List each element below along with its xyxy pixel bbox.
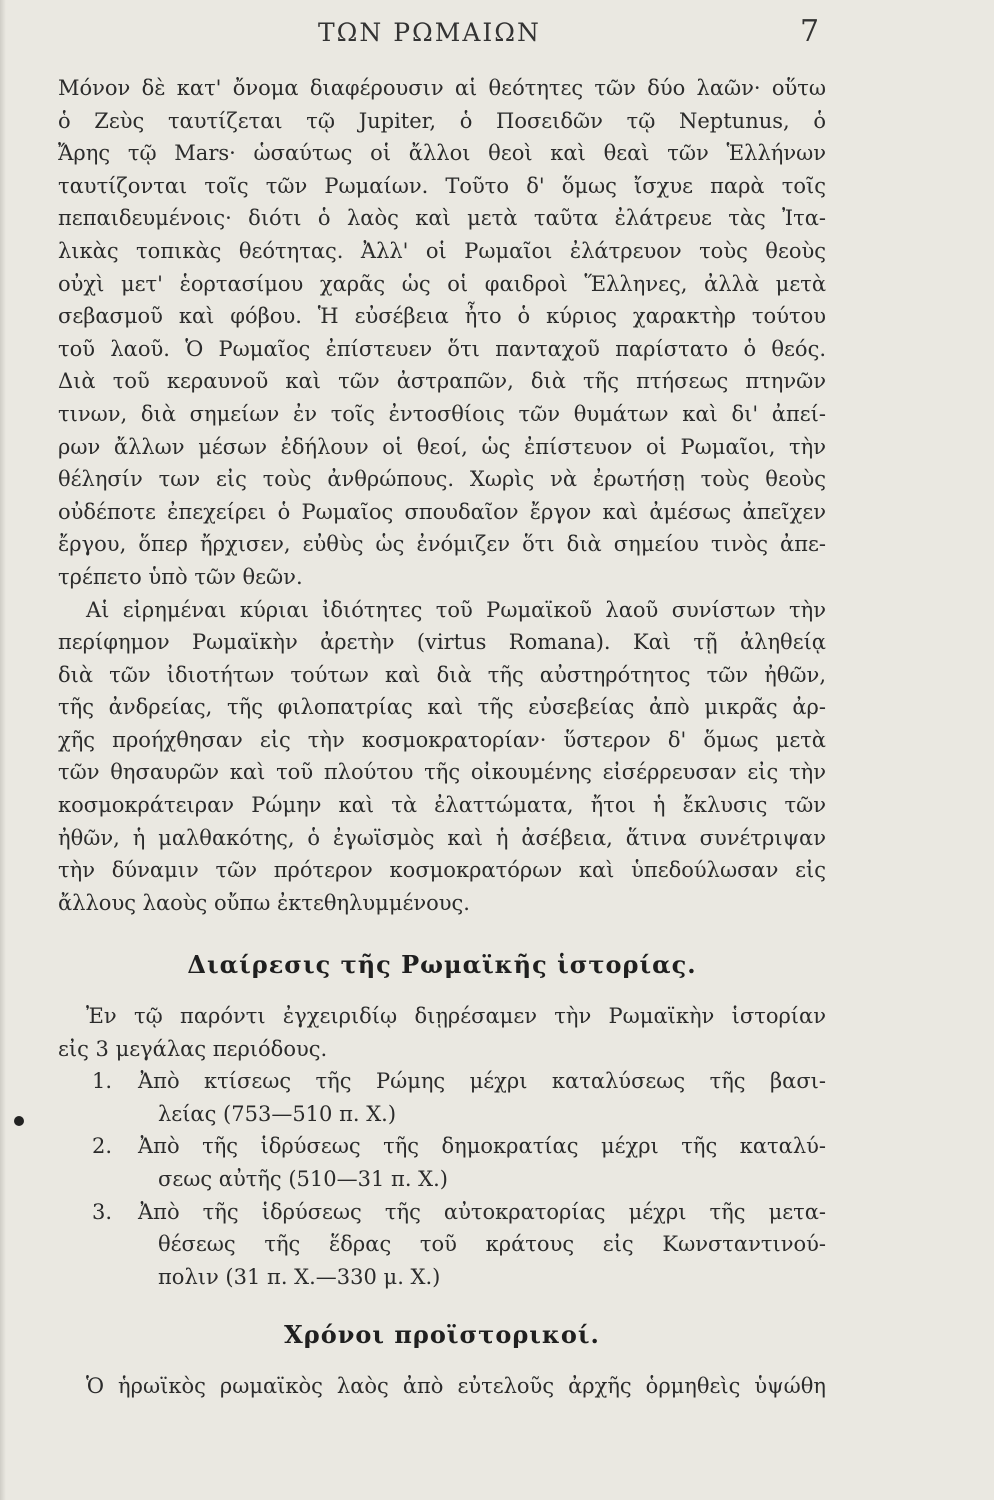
text-line: ρων ἄλλων μέσων ἐδήλουν οἱ θεοί, ὡς ἐπίστευον οἱ Ρωμαῖοι, τὴν [58, 434, 826, 459]
list-item-text: Ἀπὸ τῆς ἱδρύσεως τῆς δημοκρατίας μέχρι τῆς καταλύ- [138, 1134, 826, 1159]
text-line: κοσμοκράτειραν Ρώμην καὶ τὰ ἐλαττώματα, ἤτοι ἡ ἔκλυσις τῶν [58, 793, 826, 818]
text-line: τοῦ λαοῦ. Ὁ Ρωμαῖος ἐπίστευεν ὅτι πανταχοῦ παρίστατο ὁ θεός. [58, 336, 826, 361]
list-item-continuation: πολιν (31 π. Χ.—330 μ. Χ.) [158, 1264, 441, 1289]
text-line: Αἱ εἰρημέναι κύριαι ἰδιότητες τοῦ Ρωμαϊκοῦ λαοῦ συνίστων τὴν [86, 597, 826, 622]
list-number: 2. [92, 1134, 113, 1159]
text-line: τὴν δύναμιν τῶν πρότερον κοσμοκρατόρων καὶ ὑπεδούλωσαν εἰς [58, 858, 826, 883]
list-item-text: Ἀπὸ τῆς ἱδρύσεως τῆς αὐτοκρατορίας μέχρι τῆς μετα- [138, 1199, 826, 1224]
text-line: Ἐν τῷ παρόντι ἐγχειριδίῳ διῃρέσαμεν τὴν Ρωμαϊκὴν ἱστορίαν [86, 1004, 826, 1029]
list-number: 3. [92, 1199, 113, 1224]
text-line: ἔργου, ὅπερ ἤρχισεν, εὐθὺς ὡς ἐνόμιζεν ὅτι διὰ σημείου τινὸς ἀπε- [58, 532, 826, 557]
paragraph-virtus [58, 594, 826, 920]
text-line: λικὰς τοπικὰς θεότητας. Ἀλλ' οἱ Ρωμαῖοι ἐλάτρευον τοὺς θεοὺς [58, 238, 826, 263]
text-line: ταυτίζονται τοῖς τῶν Ρωμαίων. Τοῦτο δ' ὅμως ἴσχυε παρὰ τοῖς [58, 173, 826, 198]
text-line: οὐδέποτε ἐπεχείρει ὁ Ρωμαῖος σπουδαῖον ἔργον καὶ ἀμέσως ἀπεῖχεν [58, 499, 826, 524]
text-line: Μόνον δὲ κατ' ὄνομα διαφέρουσιν αἱ θεότητες τῶν δύο λαῶν· οὕτω [58, 76, 826, 100]
page-number: 7 [800, 14, 820, 49]
margin-dot-mark [14, 1116, 24, 1126]
period-list [58, 1065, 826, 1293]
text-line: εἰς 3 μεγάλας περιόδους. [58, 1036, 328, 1061]
text-line: οὐχὶ μετ' ἑορτασίμου χαρᾶς ὡς οἱ φαιδροὶ Ἕλληνες, ἀλλὰ μετὰ [58, 271, 826, 296]
list-item [58, 1196, 826, 1229]
list-item-continuation: λείας (753—510 π. Χ.) [158, 1101, 397, 1126]
running-title: ΤΩΝ ΡΩΜΑΙΩΝ [318, 18, 541, 47]
text-line: Ὁ ἡρωϊκὸς ρωμαϊκὸς λαὸς ἀπὸ εὐτελοῦς ἀρχῆς ὁρμηθεὶς ὑψώθη [86, 1373, 826, 1398]
section-heading-prehistoric: Χρόνοι προϊστορικοί. [284, 1320, 600, 1350]
list-item-text: Ἀπὸ κτίσεως τῆς Ρώμης μέχρι καταλύσεως τῆς βασι- [138, 1069, 826, 1094]
text-line: Διὰ τοῦ κεραυνοῦ καὶ τῶν ἀστραπῶν, διὰ τῆς πτήσεως πτηνῶν [58, 369, 826, 394]
page-edge-shadow [0, 0, 6, 1500]
text-line: τῆς ἀνδρείας, τῆς φιλοπατρίας καὶ τῆς εὐσεβείας ἀπὸ μικρᾶς ἀρ- [58, 695, 826, 720]
text-line: διὰ τῶν ἰδιοτήτων τούτων καὶ διὰ τῆς αὐστηρότητος τῶν ἠθῶν, [58, 662, 826, 687]
text-line: ἄλλους λαοὺς οὔπω ἐκτεθηλυμμένους. [58, 890, 470, 915]
list-item [58, 1065, 826, 1098]
text-line: τῶν θησαυρῶν καὶ τοῦ πλούτου τῆς οἰκουμένης εἰσέρρευσαν εἰς τὴν [58, 760, 826, 785]
list-item [58, 1130, 826, 1163]
text-line: χῆς προήχθησαν εἰς τὴν κοσμοκρατορίαν· ὕστερον δ' ὅμως μετὰ [58, 727, 826, 752]
text-line: θέλησίν των εἰς τοὺς ἀνθρώπους. Χωρὶς νὰ ἐρωτήσῃ τοὺς θεοὺς [58, 467, 826, 492]
list-item-continuation: θέσεως τῆς ἕδρας τοῦ κράτους εἰς Κωνσταντινού- [158, 1232, 826, 1257]
text-line: Ἄρης τῷ Mars· ὡσαύτως οἱ ἄλλοι θεοὶ καὶ θεαὶ τῶν Ἑλλήνων [58, 141, 826, 166]
text-line: τρέπετο ὑπὸ τῶν θεῶν. [58, 564, 303, 589]
text-line: ἠθῶν, ἡ μαλθακότης, ὁ ἐγωϊσμὸς καὶ ἡ ἀσέβεια, ἅτινα συνέτριψαν [58, 825, 826, 850]
paragraph-gods [58, 72, 826, 594]
section-heading-division: Διαίρεσις τῆς Ρωμαϊκῆς ἱστορίας. [187, 950, 697, 980]
list-number: 1. [92, 1069, 113, 1094]
text-line: σεβασμοῦ καὶ φόβου. Ἡ εὐσέβεια ἦτο ὁ κύριος χαρακτὴρ τούτου [58, 304, 826, 329]
page-header [0, 12, 994, 52]
body-text [58, 72, 826, 1403]
list-item-continuation: σεως αὐτῆς (510—31 π. Χ.) [158, 1167, 449, 1191]
text-line: τινων, διὰ σημείων ἐν τοῖς ἐντοσθίοις τῶν θυμάτων καὶ δι' ἀπεί- [58, 401, 826, 426]
text-line: πεπαιδευμένοις· διότι ὁ λαὸς καὶ μετὰ ταῦτα ἐλάτρευε τὰς Ἰτα- [58, 206, 826, 231]
text-line: περίφημον Ρωμαϊκὴν ἀρετὴν (virtus Romana). Καὶ τῇ ἀληθείᾳ [58, 630, 826, 655]
text-line: ὁ Ζεὺς ταυτίζεται τῷ Jupiter, ὁ Ποσειδῶν τῷ Neptunus, ὁ [58, 108, 826, 133]
